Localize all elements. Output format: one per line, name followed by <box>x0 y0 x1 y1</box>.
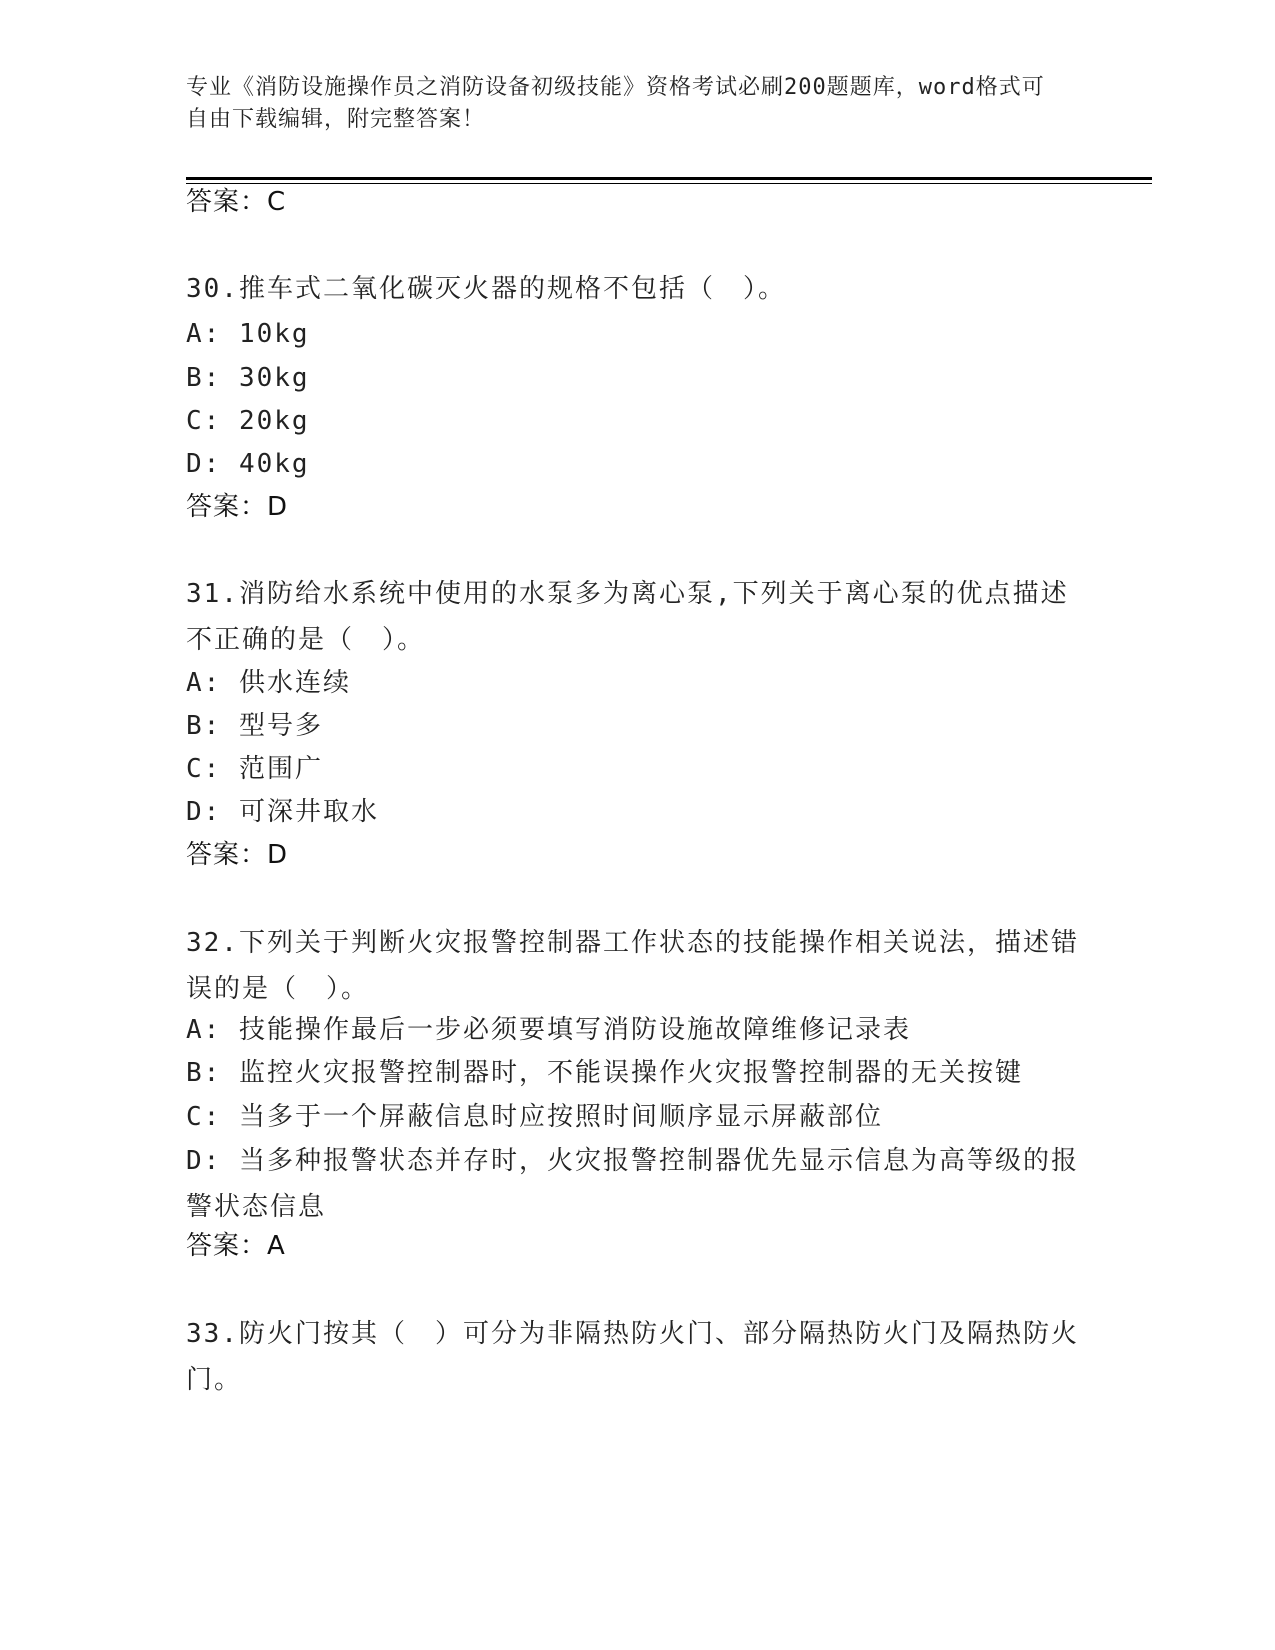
question-32-answer: 答案：A <box>186 1231 286 1261</box>
question-30-option-d: D: 40kg <box>186 449 310 479</box>
question-30-option-a: A: 10kg <box>186 319 310 349</box>
question-32-option-d: D: 当多种报警状态并存时，火灾报警控制器优先显示信息为高等级的报警状态信息 <box>186 1146 1079 1222</box>
question-30-answer: 答案：D <box>186 492 289 522</box>
document-header-title: 专业《消防设施操作员之消防设备初级技能》资格考试必刷200题题库，word格式可自由下载编辑，附完整答案！ <box>186 75 1045 132</box>
question-31-text: 31.消防给水系统中使用的水泵多为离心泵,下列关于离心泵的优点描述不正确的是（ ）。 <box>186 579 1069 655</box>
header-divider-thick <box>186 177 1152 180</box>
question-32-option-c: C: 当多于一个屏蔽信息时应按照时间顺序显示屏蔽部位 <box>186 1102 883 1132</box>
question-32-option-a: A: 技能操作最后一步必须要填写消防设施故障维修记录表 <box>186 1015 911 1045</box>
question-31-option-c: C: 范围广 <box>186 754 323 784</box>
question-32-option-b: B: 监控火灾报警控制器时，不能误操作火灾报警控制器的无关按键 <box>186 1058 1023 1088</box>
question-31-answer: 答案：D <box>186 840 289 870</box>
question-31-option-b: B: 型号多 <box>186 711 323 741</box>
header-divider-thin <box>186 183 1152 184</box>
question-32-text: 32.下列关于判断火灾报警控制器工作状态的技能操作相关说法，描述错误的是（ ）。 <box>186 928 1079 1004</box>
question-31-option-d: D: 可深井取水 <box>186 797 379 827</box>
question-30-option-c: C: 20kg <box>186 406 310 436</box>
question-30-text: 30.推车式二氧化碳灭火器的规格不包括（ ）。 <box>186 274 786 304</box>
question-33-text: 33.防火门按其（ ）可分为非隔热防火门、部分隔热防火门及隔热防火门。 <box>186 1319 1079 1395</box>
previous-answer: 答案：C <box>186 187 287 217</box>
question-31-option-a: A: 供水连续 <box>186 668 351 698</box>
question-30-option-b: B: 30kg <box>186 363 310 393</box>
